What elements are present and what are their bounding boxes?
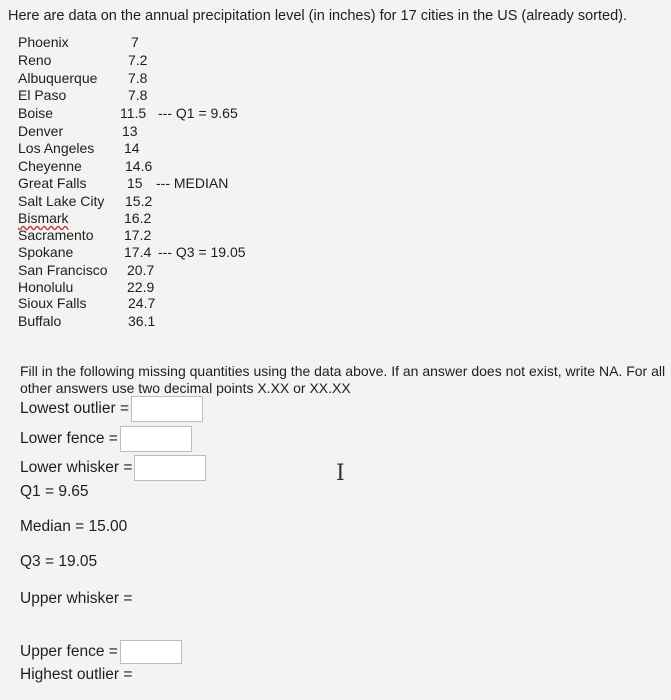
city-value: 20.7	[127, 262, 155, 278]
city-value: 7.8	[128, 70, 148, 86]
lowest-outlier-row	[20, 396, 203, 422]
city-name: Boise	[18, 105, 54, 121]
city-value: 22.9	[127, 279, 155, 295]
text-cursor-icon: I	[336, 461, 345, 486]
city-name: Phoenix	[18, 34, 69, 50]
city-value: 11.5	[120, 105, 147, 121]
city-name: Los Angeles	[18, 140, 95, 156]
city-value: 14.6	[125, 158, 153, 174]
city-name: Sacramento	[18, 227, 94, 243]
median-row	[20, 518, 127, 536]
lower-fence-row	[20, 426, 192, 452]
q3-row	[20, 553, 97, 571]
upper-whisker-label: Upper whisker =	[20, 590, 133, 607]
city-name: Honolulu	[18, 279, 74, 295]
highest-outlier-label: Highest outlier =	[20, 666, 133, 683]
city-value: 15.2	[125, 193, 153, 209]
city-value: 13	[122, 123, 138, 139]
city-name: Sioux Falls	[18, 295, 87, 311]
city-name: Cheyenne	[18, 158, 82, 174]
city-value: 16.2	[124, 210, 152, 226]
city-value: 36.1	[128, 313, 156, 329]
q1-row	[20, 483, 89, 501]
city-name: Buffalo	[18, 313, 62, 329]
city-value: 7.8	[128, 87, 148, 103]
lower-whisker-input[interactable]	[134, 455, 206, 481]
instructions: Fill in the following missing quantities using the data above. If an answer does not exist, write NA. For all other answers use two decimal points X.XX or XX.XX	[20, 363, 666, 396]
lowest-outlier-input[interactable]	[131, 396, 203, 422]
upper-fence-row	[20, 640, 182, 664]
lower-whisker-label: Lower whisker =	[20, 459, 133, 476]
city-name: El Paso	[18, 87, 67, 103]
lowest-outlier-label: Lowest outlier =	[20, 400, 129, 417]
highest-outlier-row	[20, 666, 132, 684]
q3-label: Q3 = 19.05	[20, 553, 98, 570]
median-label: Median = 15.00	[20, 518, 128, 535]
lower-fence-label: Lower fence =	[20, 430, 118, 447]
page-title: Here are data on the annual precipitation level (in inches) for 17 cities in the US (already sorted).	[8, 8, 627, 24]
upper-fence-input[interactable]	[120, 640, 182, 664]
city-name: Salt Lake City	[18, 193, 105, 209]
city-value: 17.2	[124, 227, 152, 243]
q3-note: --- Q3 = 19.05	[158, 244, 246, 260]
city-name: Reno	[18, 52, 52, 68]
lower-whisker-row	[20, 455, 206, 481]
upper-whisker-row	[20, 590, 132, 608]
city-value: 7	[131, 34, 139, 50]
city-name: Albuquerque	[18, 70, 98, 86]
city-name: Great Falls	[18, 175, 87, 191]
q1-note: --- Q1 = 9.65	[158, 105, 238, 121]
city-name: Bismark	[18, 210, 69, 226]
city-value: 15	[127, 175, 143, 191]
city-value: 14	[124, 140, 140, 156]
city-name: Spokane	[18, 244, 74, 260]
city-value: 24.7	[128, 295, 156, 311]
lower-fence-input[interactable]	[120, 426, 192, 452]
city-name: San Francisco	[18, 262, 108, 278]
city-value: 7.2	[128, 52, 148, 68]
city-name: Denver	[18, 123, 64, 139]
upper-fence-label: Upper fence =	[20, 643, 118, 660]
q1-label: Q1 = 9.65	[20, 483, 89, 500]
city-value: 17.4	[124, 244, 152, 260]
median-note: --- MEDIAN	[156, 175, 229, 191]
